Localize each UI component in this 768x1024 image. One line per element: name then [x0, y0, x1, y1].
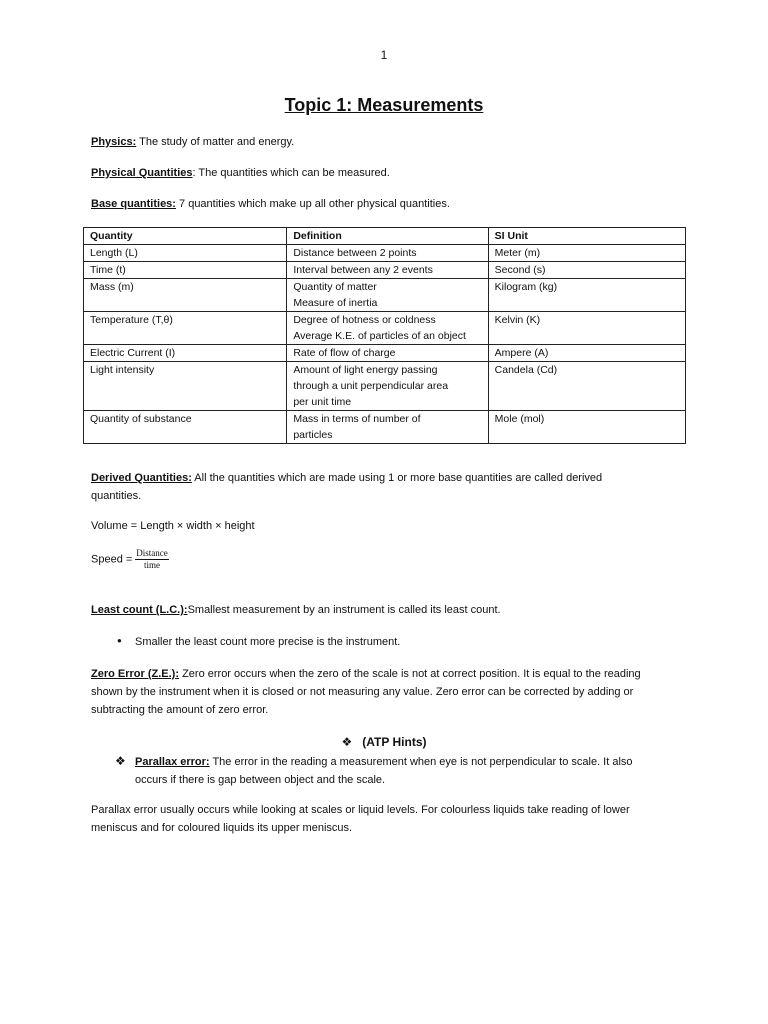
speed-formula — [91, 548, 691, 571]
table-cell-si-unit: Kelvin (K) — [488, 312, 685, 345]
table-row — [84, 312, 686, 345]
definition-line: Quantity of matter — [293, 281, 377, 293]
definition-line: Amount of light energy passing — [293, 364, 438, 376]
table-cell-definition — [287, 411, 488, 444]
base-quantities-definition — [91, 195, 691, 213]
table-cell-quantity: Mass (m) — [84, 279, 287, 312]
parallax-note-line1: Parallax error usually occurs while looking at scales or liquid levels. For colourless liquids take reading of lower — [91, 804, 630, 816]
atp-hints-heading — [0, 735, 768, 749]
table-row — [84, 345, 686, 362]
parallax-note-line2: meniscus and for coloured liquids its upper meniscus. — [91, 822, 353, 834]
derived-quantities-text-line2: quantities. — [91, 490, 142, 502]
table-row — [84, 245, 686, 262]
parallax-note — [91, 801, 691, 837]
table-cell-si-unit: Candela (Cd) — [488, 362, 685, 411]
table-body — [84, 245, 686, 444]
definition-line: particles — [293, 429, 333, 441]
table-cell-definition — [287, 245, 488, 262]
least-count-text: Smallest measurement by an instrument is called its least count. — [187, 604, 501, 616]
base-quantities-term: Base quantities: — [91, 198, 176, 210]
diamond-bullet-icon: ❖ — [341, 735, 353, 749]
physics-term: Physics: — [91, 136, 137, 148]
table-row — [84, 411, 686, 444]
table-cell-si-unit: Second (s) — [488, 262, 685, 279]
least-count-bullet: Smaller the least count more precise is the instrument. — [135, 636, 401, 648]
table-cell-si-unit: Kilogram (kg) — [488, 279, 685, 312]
table-cell-si-unit: Mole (mol) — [488, 411, 685, 444]
table-cell-si-unit: Meter (m) — [488, 245, 685, 262]
table-cell-definition — [287, 312, 488, 345]
derived-quantities-term: Derived Quantities: — [91, 472, 192, 484]
definition-line: Distance between 2 points — [293, 247, 417, 259]
page-title: Topic 1: Measurements — [284, 95, 484, 115]
table-header-row — [84, 228, 686, 245]
zero-error-definition — [91, 665, 691, 719]
table-cell-definition — [287, 262, 488, 279]
speed-numerator: Distance — [136, 548, 168, 558]
speed-fraction — [135, 548, 169, 571]
parallax-error-definition — [135, 753, 695, 789]
least-count-term: Least count (L.C.): — [91, 604, 188, 616]
physical-quantities-term: Physical Quantities — [91, 167, 193, 179]
physics-definition — [91, 133, 691, 151]
speed-formula-lhs: Speed = — [91, 553, 133, 566]
base-quantities-text: 7 quantities which make up all other physical quantities. — [175, 198, 450, 210]
bullet-dot-icon: ● — [117, 636, 122, 645]
table-cell-definition — [287, 279, 488, 312]
definition-line: Interval between any 2 events — [293, 264, 433, 276]
definition-line: Average K.E. of particles of an object — [293, 330, 466, 342]
table-header-si-unit: SI Unit — [488, 228, 685, 245]
table-cell-quantity: Temperature (T,θ) — [84, 312, 287, 345]
zero-error-text-line2: shown by the instrument when it is closed or not measuring any value. Zero error can be corrected by adding or — [91, 686, 634, 698]
table-cell-quantity: Time (t) — [84, 262, 287, 279]
table-cell-si-unit: Ampere (A) — [488, 345, 685, 362]
table-row — [84, 279, 686, 312]
parallax-error-text-line1: The error in the reading a measurement when eye is not perpendicular to scale. It also — [209, 756, 633, 768]
derived-quantities-definition — [91, 469, 691, 505]
definition-line: Degree of hotness or coldness — [293, 314, 436, 326]
volume-formula: Volume = Length × width × height — [91, 520, 255, 532]
table-cell-quantity: Length (L) — [84, 245, 287, 262]
definition-line: Measure of inertia — [293, 297, 378, 309]
table-cell-definition — [287, 362, 488, 411]
parallax-error-text-line2: occurs if there is gap between object and the scale. — [135, 774, 386, 786]
physics-text: The study of matter and energy. — [136, 136, 295, 148]
physical-quantities-text: : The quantities which can be measured. — [192, 167, 390, 179]
table-cell-quantity: Quantity of substance — [84, 411, 287, 444]
definition-line: through a unit perpendicular area — [293, 380, 449, 392]
atp-hints-label: (ATP Hints) — [362, 735, 427, 749]
table-header-quantity: Quantity — [84, 228, 287, 245]
zero-error-term: Zero Error (Z.E.): — [91, 668, 180, 680]
least-count-definition — [91, 601, 691, 619]
table-cell-quantity: Light intensity — [84, 362, 287, 411]
physical-quantities-definition — [91, 164, 691, 182]
derived-quantities-text-line1: All the quantities which are made using 1 or more base quantities are called derived — [191, 472, 603, 484]
table-cell-quantity: Electric Current (I) — [84, 345, 287, 362]
base-quantities-table — [83, 227, 686, 444]
diamond-bullet-icon: ❖ — [115, 754, 126, 768]
definition-line: Rate of flow of charge — [293, 347, 396, 359]
definition-line: Mass in terms of number of — [293, 413, 421, 425]
page-number: 1 — [380, 48, 388, 62]
table-row — [84, 262, 686, 279]
zero-error-text-line1: Zero error occurs when the zero of the scale is not at correct position. It is equal to the reading — [179, 668, 641, 680]
table-header-definition: Definition — [287, 228, 488, 245]
zero-error-text-line3: subtracting the amount of zero error. — [91, 704, 269, 716]
parallax-error-term: Parallax error: — [135, 756, 210, 768]
table-row — [84, 362, 686, 411]
speed-denominator: time — [144, 560, 161, 570]
table-cell-definition — [287, 345, 488, 362]
definition-line: per unit time — [293, 396, 352, 408]
